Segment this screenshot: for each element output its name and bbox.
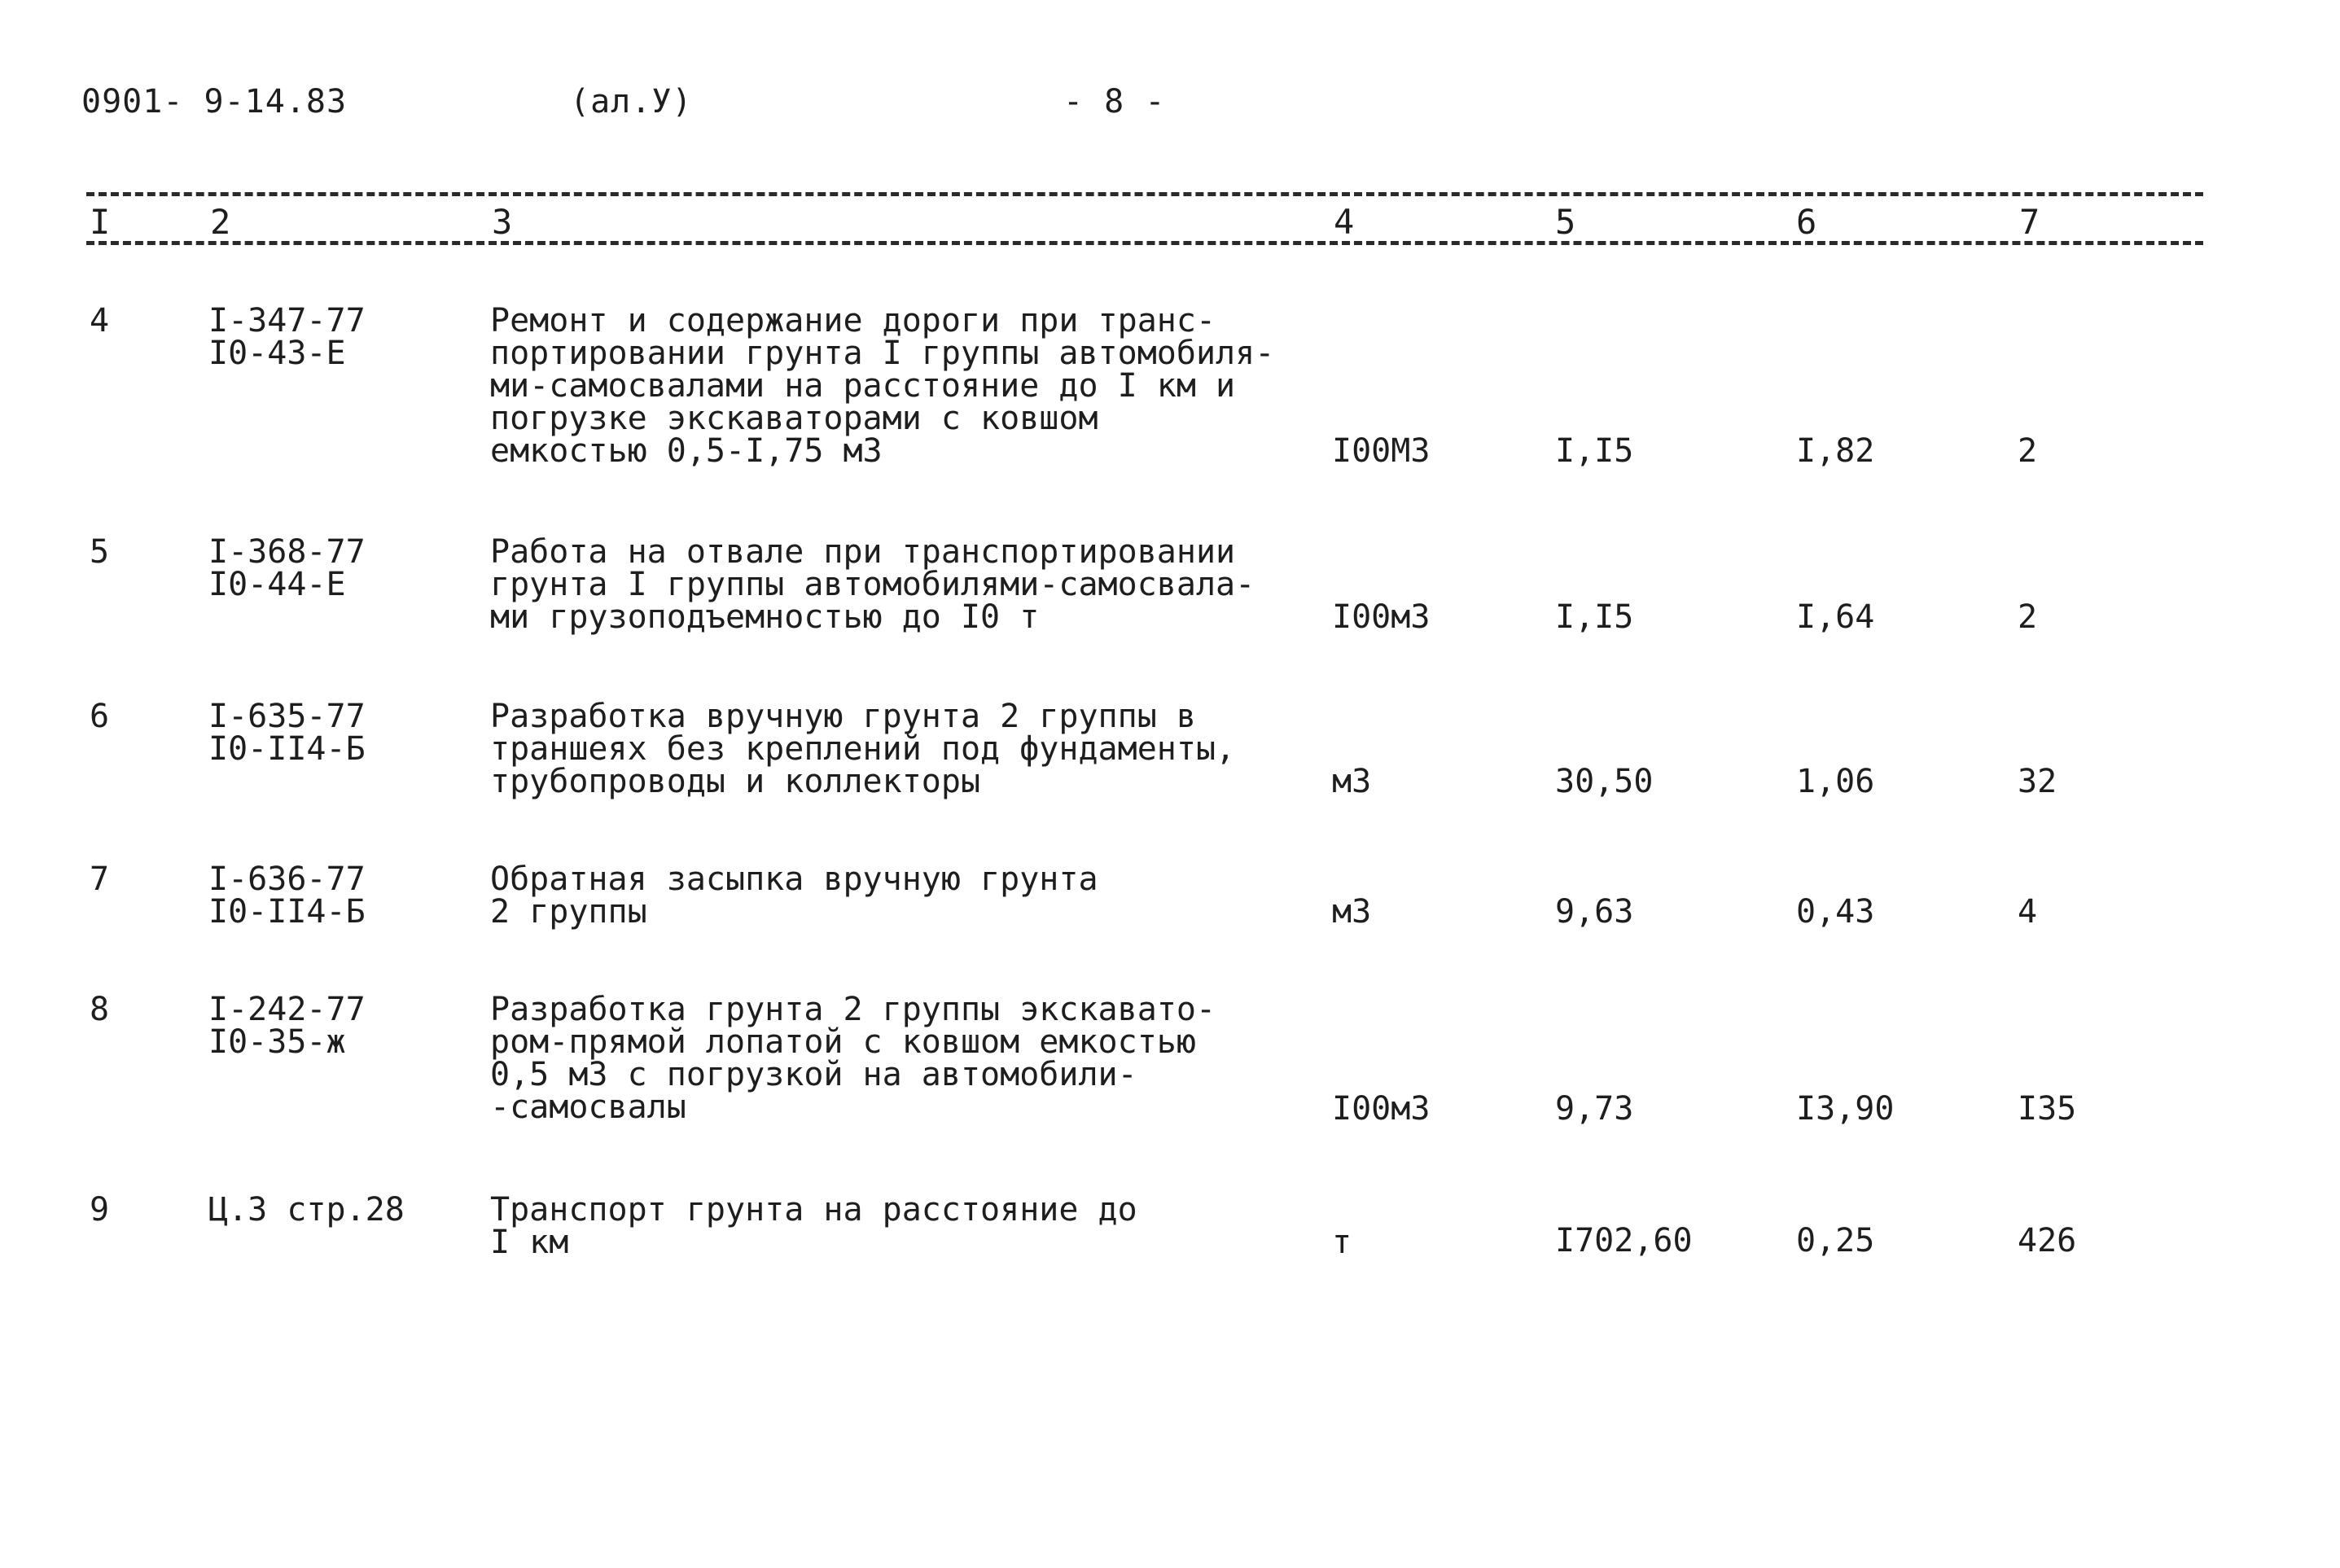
quantity: 30,50 bbox=[1555, 763, 1654, 800]
unit-price: I,82 bbox=[1796, 432, 1875, 470]
document-code: 0901- 9-14.83 bbox=[81, 83, 348, 120]
total-cost: 2 bbox=[2018, 598, 2038, 636]
table-rule-bottom bbox=[86, 241, 2203, 245]
column-header-4: 4 bbox=[1334, 202, 1355, 242]
unit-price: 1,06 bbox=[1796, 763, 1875, 800]
column-header-7: 7 bbox=[2019, 202, 2040, 242]
quantity: I,I5 bbox=[1555, 598, 1634, 636]
quantity: I702,60 bbox=[1555, 1222, 1693, 1259]
work-description-line: Работа на отвале при транспортировании bbox=[490, 533, 1236, 571]
row-number: 8 bbox=[90, 991, 110, 1028]
column-header-3: 3 bbox=[492, 202, 513, 242]
norm-reference: I-242-77 bbox=[208, 991, 366, 1028]
unit-of-measure: т bbox=[1332, 1224, 1352, 1261]
page-number: - 8 - bbox=[1063, 83, 1166, 120]
work-description-line: ми грузоподъемностью до I0 т bbox=[490, 598, 1040, 636]
table-rule-top bbox=[86, 192, 2203, 196]
work-description-line: Ремонт и содержание дороги при транс- bbox=[490, 302, 1216, 339]
quantity: 9,73 bbox=[1555, 1090, 1634, 1128]
norm-reference: I-368-77 bbox=[208, 533, 366, 571]
quantity: 9,63 bbox=[1555, 893, 1634, 931]
work-description-line: -самосвалы bbox=[490, 1088, 686, 1126]
work-description-line: I км bbox=[490, 1224, 569, 1261]
price-reference: I0-43-Е bbox=[208, 335, 346, 372]
total-cost: 4 bbox=[2018, 893, 2038, 931]
unit-price: I,64 bbox=[1796, 598, 1875, 636]
work-description-line: 2 группы bbox=[490, 893, 647, 931]
unit-of-measure: I00М3 bbox=[1332, 432, 1431, 470]
work-description-line: Обратная засыпка вручную грунта bbox=[490, 861, 1098, 898]
norm-reference: I-635-77 bbox=[208, 698, 366, 735]
work-description-line: Транспорт грунта на расстояние до bbox=[490, 1191, 1137, 1229]
unit-of-measure: I00м3 bbox=[1332, 598, 1431, 636]
row-number: 4 bbox=[90, 302, 110, 339]
row-number: 7 bbox=[90, 861, 110, 898]
row-number: 5 bbox=[90, 533, 110, 571]
column-header-5: 5 bbox=[1555, 202, 1576, 242]
norm-reference: Ц.3 стр.28 bbox=[208, 1191, 405, 1229]
work-description-line: портировании грунта I группы автомобиля- bbox=[490, 335, 1275, 372]
price-reference: I0-35-ж bbox=[208, 1023, 346, 1061]
column-header-6: 6 bbox=[1796, 202, 1817, 242]
work-description-line: 0,5 м3 с погрузкой на автомобили- bbox=[490, 1056, 1137, 1093]
norm-reference: I-347-77 bbox=[208, 302, 366, 339]
unit-price: I3,90 bbox=[1796, 1090, 1895, 1128]
work-description-line: емкостью 0,5-I,75 м3 bbox=[490, 432, 883, 470]
unit-of-measure: м3 bbox=[1332, 893, 1372, 931]
price-reference: I0-II4-Б bbox=[208, 893, 366, 931]
price-reference: I0-II4-Б bbox=[208, 730, 366, 768]
total-cost: 426 bbox=[2018, 1222, 2077, 1259]
unit-price: 0,25 bbox=[1796, 1222, 1875, 1259]
unit-of-measure: I00м3 bbox=[1332, 1090, 1431, 1128]
unit-price: 0,43 bbox=[1796, 893, 1875, 931]
total-cost: 2 bbox=[2018, 432, 2038, 470]
work-description-line: трубопроводы и коллекторы bbox=[490, 763, 981, 800]
work-description-line: Разработка грунта 2 группы экскавато- bbox=[490, 991, 1216, 1028]
unit-of-measure: м3 bbox=[1332, 763, 1372, 800]
column-header-1: I bbox=[90, 202, 111, 242]
work-description-line: траншеях без креплений под фундаменты, bbox=[490, 730, 1236, 768]
norm-reference: I-636-77 bbox=[208, 861, 366, 898]
work-description-line: грунта I группы автомобилями-самосвала- bbox=[490, 566, 1255, 603]
row-number: 6 bbox=[90, 698, 110, 735]
work-description-line: Разработка вручную грунта 2 группы в bbox=[490, 698, 1196, 735]
price-reference: I0-44-Е bbox=[208, 566, 346, 603]
sheet-label: (ал.У) bbox=[570, 83, 693, 120]
work-description-line: погрузке экскаваторами с ковшом bbox=[490, 400, 1098, 437]
column-header-2: 2 bbox=[210, 202, 231, 242]
quantity: I,I5 bbox=[1555, 432, 1634, 470]
work-description-line: ми-самосвалами на расстояние до I км и bbox=[490, 367, 1236, 405]
row-number: 9 bbox=[90, 1191, 110, 1229]
total-cost: 32 bbox=[2018, 763, 2057, 800]
total-cost: I35 bbox=[2018, 1090, 2077, 1128]
work-description-line: ром-прямой лопатой с ковшом емкостью bbox=[490, 1023, 1196, 1061]
